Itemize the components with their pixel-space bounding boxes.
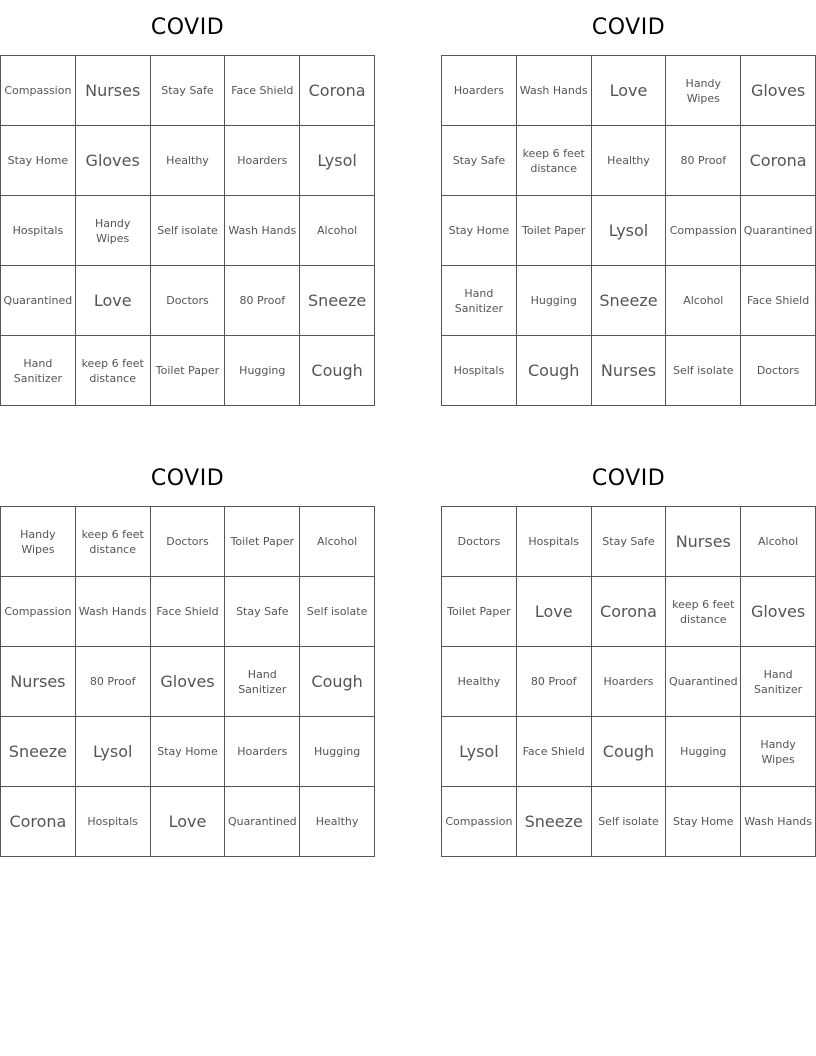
bingo-cell: Handy Wipes	[741, 717, 816, 787]
bingo-cell: Toilet Paper	[225, 507, 300, 577]
bingo-cell: Healthy	[300, 787, 375, 857]
bingo-cell: Corona	[300, 56, 375, 126]
bingo-cell: Healthy	[151, 126, 226, 196]
bingo-cell: Alcohol	[741, 507, 816, 577]
bingo-cell: keep 6 feet distance	[76, 336, 151, 406]
bingo-cell: 80 Proof	[517, 647, 592, 717]
bingo-cell: Nurses	[592, 336, 667, 406]
bingo-cell: Stay Home	[666, 787, 741, 857]
bingo-cell: Hugging	[225, 336, 300, 406]
bingo-cell: Lysol	[592, 196, 667, 266]
bingo-cell: Compassion	[1, 577, 76, 647]
bingo-cell: Sneeze	[300, 266, 375, 336]
bingo-cell: Lysol	[76, 717, 151, 787]
bingo-cell: Stay Home	[442, 196, 517, 266]
bingo-cell: Hand Sanitizer	[442, 266, 517, 336]
bingo-cell: Face Shield	[225, 56, 300, 126]
bingo-cell: Cough	[517, 336, 592, 406]
bingo-card-1	[0, 0, 375, 406]
bingo-cell: Sneeze	[517, 787, 592, 857]
bingo-cell: Stay Safe	[151, 56, 226, 126]
bingo-cell: Hoarders	[442, 56, 517, 126]
bingo-cell: Love	[151, 787, 226, 857]
bingo-cell: Self isolate	[592, 787, 667, 857]
bingo-cell: Quarantined	[666, 647, 741, 717]
bingo-cell: Lysol	[442, 717, 517, 787]
bingo-cell: Handy Wipes	[76, 196, 151, 266]
bingo-cell: Cough	[300, 647, 375, 717]
bingo-card-2	[441, 0, 816, 406]
bingo-cell: keep 6 feet distance	[517, 126, 592, 196]
bingo-cell: Nurses	[666, 507, 741, 577]
bingo-cell: Handy Wipes	[1, 507, 76, 577]
bingo-cell: Wash Hands	[517, 56, 592, 126]
bingo-cell: Compassion	[442, 787, 517, 857]
bingo-cell: Hospitals	[1, 196, 76, 266]
bingo-cell: 80 Proof	[225, 266, 300, 336]
bingo-cell: Gloves	[741, 56, 816, 126]
bingo-grid	[0, 55, 375, 406]
bingo-cell: Sneeze	[592, 266, 667, 336]
bingo-cell: Wash Hands	[76, 577, 151, 647]
bingo-cell: Lysol	[300, 126, 375, 196]
bingo-card-3	[0, 451, 375, 857]
bingo-cell: Doctors	[151, 507, 226, 577]
bingo-cell: Compassion	[1, 56, 76, 126]
bingo-cell: Self isolate	[300, 577, 375, 647]
card-title: COVID	[150, 466, 225, 491]
bingo-cell: Hand Sanitizer	[225, 647, 300, 717]
bingo-cell: Doctors	[741, 336, 816, 406]
bingo-grid	[441, 55, 816, 406]
bingo-cell: Hoarders	[592, 647, 667, 717]
bingo-cell: Corona	[592, 577, 667, 647]
bingo-cell: Alcohol	[666, 266, 741, 336]
bingo-cell: Nurses	[76, 56, 151, 126]
bingo-cell: Face Shield	[741, 266, 816, 336]
bingo-grid	[441, 506, 816, 857]
bingo-cell: Face Shield	[151, 577, 226, 647]
bingo-cell: Stay Safe	[442, 126, 517, 196]
bingo-cell: Gloves	[76, 126, 151, 196]
bingo-cell: Healthy	[442, 647, 517, 717]
bingo-cell: Hugging	[300, 717, 375, 787]
bingo-cell: Toilet Paper	[442, 577, 517, 647]
bingo-cell: Self isolate	[666, 336, 741, 406]
bingo-cell: Stay Home	[1, 126, 76, 196]
bingo-cell: Love	[592, 56, 667, 126]
card-title: COVID	[150, 15, 225, 40]
bingo-cell: Sneeze	[1, 717, 76, 787]
bingo-cell: Corona	[1, 787, 76, 857]
bingo-cell: Nurses	[1, 647, 76, 717]
bingo-cell: Hugging	[517, 266, 592, 336]
bingo-cell: Hospitals	[517, 507, 592, 577]
bingo-cell: Handy Wipes	[666, 56, 741, 126]
bingo-cell: Self isolate	[151, 196, 226, 266]
bingo-card-4	[441, 451, 816, 857]
bingo-cell: 80 Proof	[76, 647, 151, 717]
bingo-cell: Hospitals	[442, 336, 517, 406]
bingo-cell: Hugging	[666, 717, 741, 787]
bingo-cell: Hoarders	[225, 126, 300, 196]
bingo-cell: Love	[517, 577, 592, 647]
card-title: COVID	[591, 15, 666, 40]
bingo-cell: Quarantined	[741, 196, 816, 266]
bingo-cell: keep 6 feet distance	[76, 507, 151, 577]
bingo-cell: Healthy	[592, 126, 667, 196]
bingo-cell: Cough	[300, 336, 375, 406]
bingo-cell: Love	[76, 266, 151, 336]
bingo-cell: Hoarders	[225, 717, 300, 787]
bingo-cell: Toilet Paper	[151, 336, 226, 406]
bingo-grid	[0, 506, 375, 857]
bingo-cell: Face Shield	[517, 717, 592, 787]
bingo-cell: Wash Hands	[741, 787, 816, 857]
bingo-cell: Corona	[741, 126, 816, 196]
bingo-cell: Hand Sanitizer	[1, 336, 76, 406]
bingo-cell: Hand Sanitizer	[741, 647, 816, 717]
bingo-cell: keep 6 feet distance	[666, 577, 741, 647]
bingo-cell: Stay Safe	[225, 577, 300, 647]
bingo-cell: Alcohol	[300, 196, 375, 266]
bingo-cell: Hospitals	[76, 787, 151, 857]
bingo-cell: Gloves	[151, 647, 226, 717]
bingo-cell: Compassion	[666, 196, 741, 266]
card-title: COVID	[591, 466, 666, 491]
bingo-cell: Cough	[592, 717, 667, 787]
bingo-cell: Toilet Paper	[517, 196, 592, 266]
bingo-cell: Stay Safe	[592, 507, 667, 577]
bingo-cell: Gloves	[741, 577, 816, 647]
bingo-cell: Quarantined	[1, 266, 76, 336]
bingo-cell: Doctors	[442, 507, 517, 577]
bingo-cell: Wash Hands	[225, 196, 300, 266]
bingo-cell: Quarantined	[225, 787, 300, 857]
bingo-cell: Doctors	[151, 266, 226, 336]
bingo-cell: 80 Proof	[666, 126, 741, 196]
bingo-cell: Stay Home	[151, 717, 226, 787]
bingo-cell: Alcohol	[300, 507, 375, 577]
